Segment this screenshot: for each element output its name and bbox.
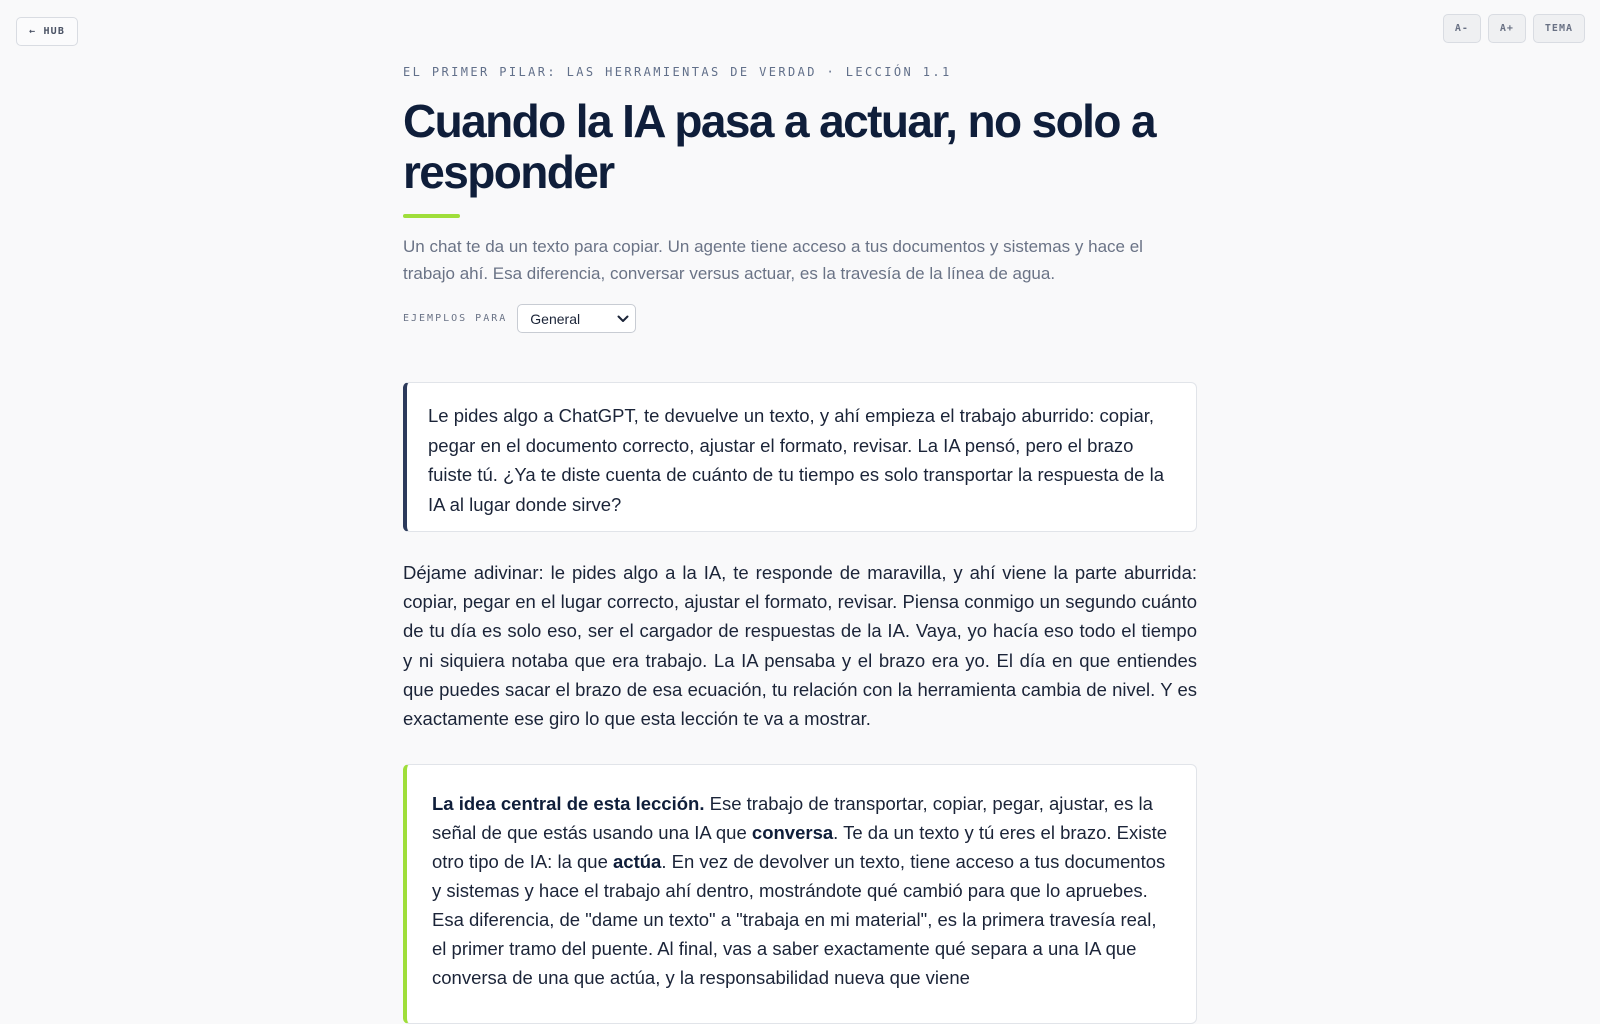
font-decrease-button[interactable]: A- [1443, 14, 1481, 43]
core-idea-text-3: . En vez de devolver un texto, tiene acceso a tus documentos y sistemas y hace el trabajo ahí dentro, mostrándote qué cambió para que lo apruebes. Esa diferencia, de "dame un texto" a "trabaja en mi material", es la primera travesía real, el primer tramo del puente. Al final, vas a saber exactamente qué separa a una IA que conversa de una que actúa, y la responsabilidad nueva que viene [432, 851, 1166, 988]
core-idea-text-2: . Te da un texto y tú eres el brazo. Existe otro tipo de IA: la que [432, 822, 1168, 872]
hub-back-label: ← HUB [29, 26, 66, 37]
core-idea-bold-actua: actúa [613, 851, 662, 872]
chevron-down-icon [617, 315, 629, 323]
font-increase-button[interactable]: A+ [1488, 14, 1526, 43]
core-idea-callout [403, 764, 1197, 1024]
page-title: Cuando la IA pasa a actuar, no solo a responder [403, 95, 1155, 198]
hook-callout [403, 382, 1197, 532]
lesson-eyebrow: EL PRIMER PILAR: LAS HERRAMIENTAS DE VERDAD · LECCIÓN 1.1 [403, 65, 952, 79]
reader-controls [1443, 14, 1585, 43]
examples-dropdown[interactable] [517, 304, 636, 333]
theme-toggle-button[interactable]: TEMA [1533, 14, 1585, 43]
core-idea-lead: La idea central de esta lección. [432, 793, 705, 814]
lesson-subtitle: Un chat te da un texto para copiar. Un agente tiene acceso a tus documentos y sistemas y hace el trabajo ahí. Esa diferencia, conversar versus actuar, es la travesía de la línea de agua. [403, 237, 1143, 283]
examples-selector [403, 304, 636, 333]
examples-selected-value: General [530, 310, 581, 327]
core-idea-text-1: Ese trabajo de transportar, copiar, pegar, ajustar, es la señal de que estás usando una IA que [432, 793, 1153, 843]
examples-label: EJEMPLOS PARA [403, 313, 508, 324]
hook-text: Le pides algo a ChatGPT, te devuelve un texto, y ahí empieza el trabajo aburrido: copiar, pegar en el documento correcto, ajustar el formato, revisar. La IA pensó, pero el brazo fuiste tú. ¿Ya te diste cuenta de cuánto de tu tiempo es solo transportar la respuesta de la IA al lugar donde sirve? [428, 405, 1164, 515]
hub-back-button[interactable] [16, 17, 78, 46]
core-idea-bold-conversa: conversa [751, 822, 834, 843]
intro-paragraph: Déjame adivinar: le pides algo a la IA, te responde de maravilla, y ahí viene la parte aburrida: copiar, pegar en el lugar correcto, ajustar el formato, revisar. Piensa conmigo un segundo cuánto de tu día es solo eso, ser el cargador de respuestas de la IA. Vaya, yo hacía eso todo el tiempo y ni siquiera notaba que era trabajo. La IA pensaba y el brazo era yo. El día en que entiendes que puedes sacar el brazo de esa ecuación, tu relación con la herramienta cambia de nivel. Y es exactamente ese giro lo que esta lección te va a mostrar. [403, 562, 1197, 730]
title-accent-rule [403, 214, 460, 218]
